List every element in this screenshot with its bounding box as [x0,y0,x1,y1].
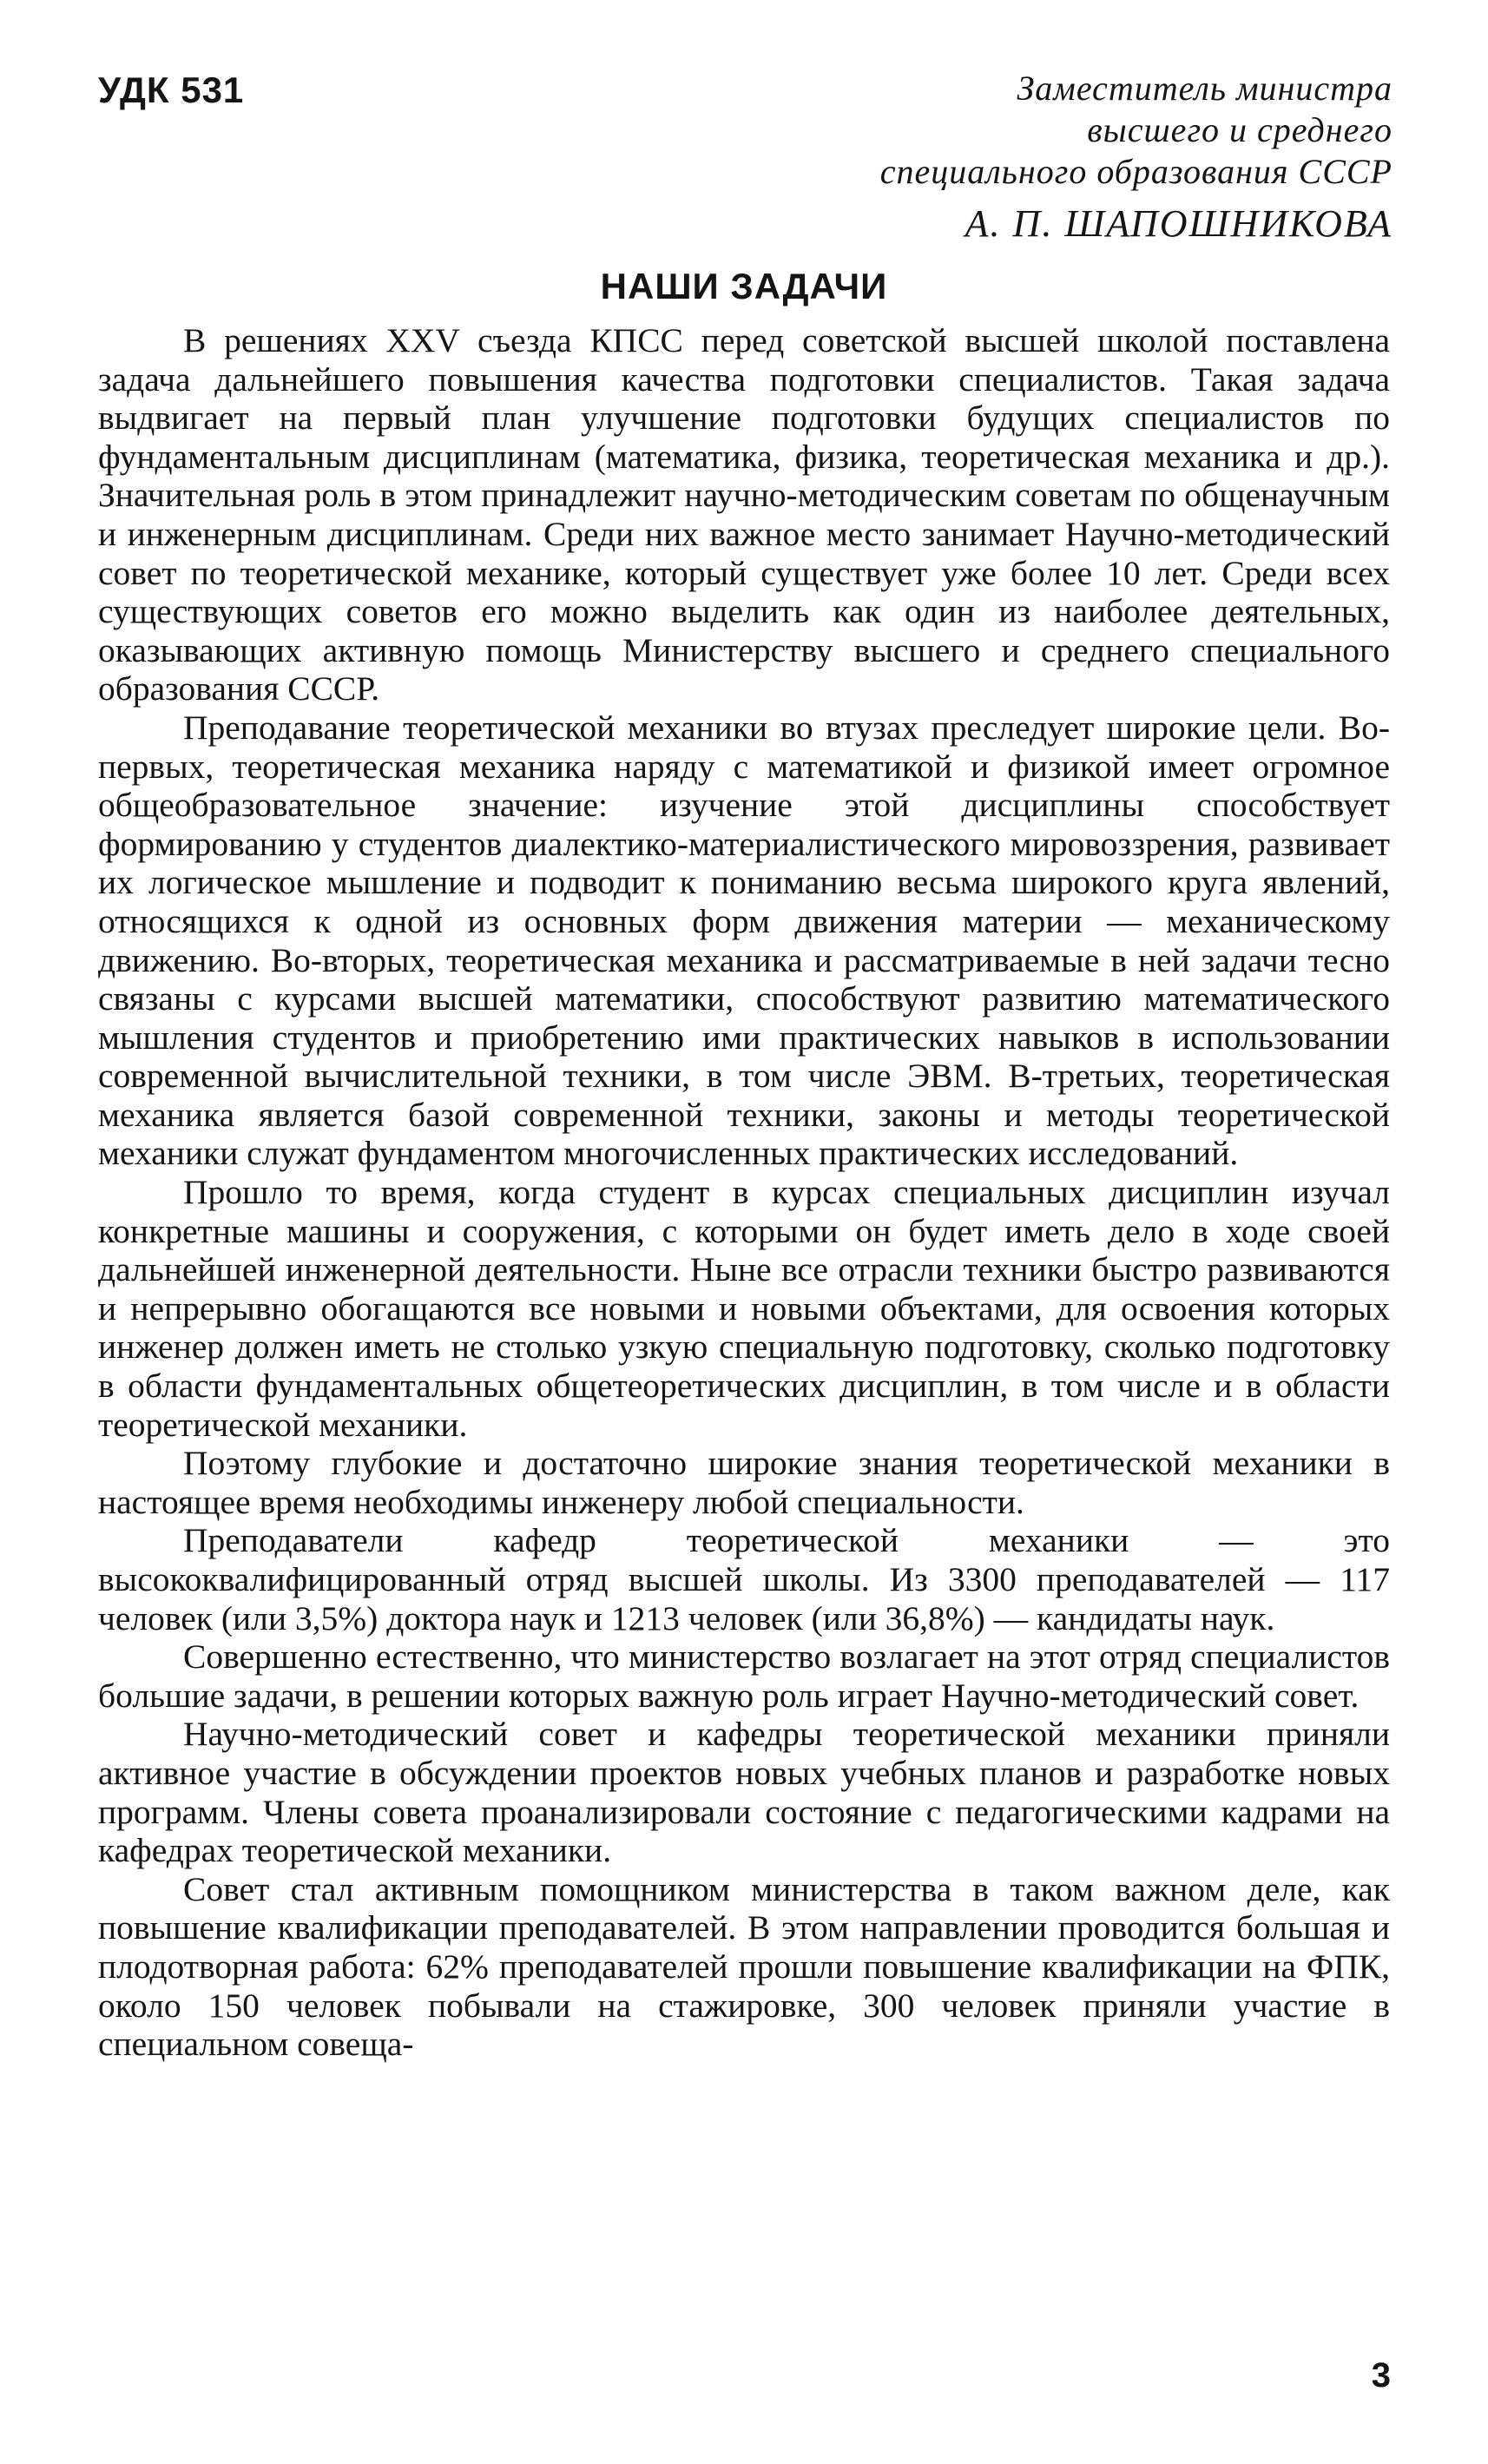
author-position-line: высшего и среднего [1087,110,1393,149]
paragraph: Преподавание теоретической механики во втузах преследует широкие цели. Во-первых, теоретическая механика наряду с математикой и физикой имеет огромное общеобразовательное значение: изучение этой дисциплины способствует формированию у студентов диалектико-материалистического мировоззрения, развивает их логическое мышление и подводит к пониманию весьма широкого круга явлений, относящихся к одной из основных форм движения материи — механическому движению. Во-вторых, теоретическая механика и рассматриваемые в ней задачи тесно связаны с курсами высшей математики, способствуют развитию математического мышления студентов и приобретению ими практических навыков в использовании современной вычислительной техники, в том числе ЭВМ. В-третьих, теоретическая механика является базой современной техники, законы и методы теоретической механики служат фундаментом многочисленных практических исследований. [98,708,1390,1173]
paragraph: Поэтому глубокие и достаточно широкие знания теоретической механики в настоящее время необходимы инженеру любой специальности. [98,1444,1390,1521]
article-body [98,321,1390,2064]
udk-code: УДК 531 [98,69,245,110]
paragraph: Научно-методический совет и кафедры теоретической механики приняли активное участие в обсуждении проектов новых учебных планов и разработке новых программ. Члены совета проанализировали состояние с педагогическими кадрами на кафедрах теоретической механики. [98,1715,1390,1870]
paragraph: Преподаватели кафедр теоретической механики — это высококвалифицированный отряд высшей школы. Из 3300 преподавателей — 117 человек (или 3,5%) доктора наук и 1213 человек (или 36,8%) — кандидаты наук. [98,1521,1390,1637]
paragraph: Совет стал активным помощником министерства в таком важном деле, как повышение квалификации преподавателей. В этом направлении проводится большая и плодотворная работа: 62% преподавателей прошли повышение квалификации на ФПК, около 150 человек побывали на стажировке, 300 человек приняли участие в специальном совеща- [98,1869,1390,2064]
paragraph: Прошло то время, когда студент в курсах специальных дисциплин изучал конкретные машины и сооружения, с которыми он будет иметь дело в ходе своей дальнейшей инженерной деятельности. Ныне все отрасли техники быстро развиваются и непрерывно обогащаются все новыми и новыми объектами, для освоения которых инженер должен иметь не столько узкую специальную подготовку, сколько подготовку в области фундаментальных общетеоретических дисциплин, в том числе и в области теоретической механики. [98,1173,1390,1444]
paragraph: В решениях XXV съезда КПСС перед советской высшей школой поставлена задача дальнейшего повышения качества подготовки специалистов. Такая задача выдвигает на первый план улучшение подготовки будущих специалистов по фундаментальным дисциплинам (математика, физика, теоретическая механика и др.). Значительная роль в этом принадлежит научно-методическим советам по общенаучным и инженерным дисциплинам. Среди них важное место занимает Научно-методический совет по теоретической механике, который существует уже более 10 лет. Среди всех существующих советов его можно выделить как один из наиболее деятельных, оказывающих активную помощь Министерству высшего и среднего специального образования СССР. [98,321,1390,708]
paragraph: Совершенно естественно, что министерство возлагает на этот отряд специалистов большие задачи, в решении которых важную роль играет Научно-методический совет. [98,1637,1390,1715]
author-position-line: специального образования СССР [879,152,1393,191]
author-position-line: Заместитель министра [1017,69,1393,108]
author-position [880,68,1393,193]
page-number: 3 [1371,2356,1391,2395]
article-title: НАШИ ЗАДАЧИ [600,266,888,306]
author-name: А. П. ШАПОШНИКОВА [965,202,1393,245]
